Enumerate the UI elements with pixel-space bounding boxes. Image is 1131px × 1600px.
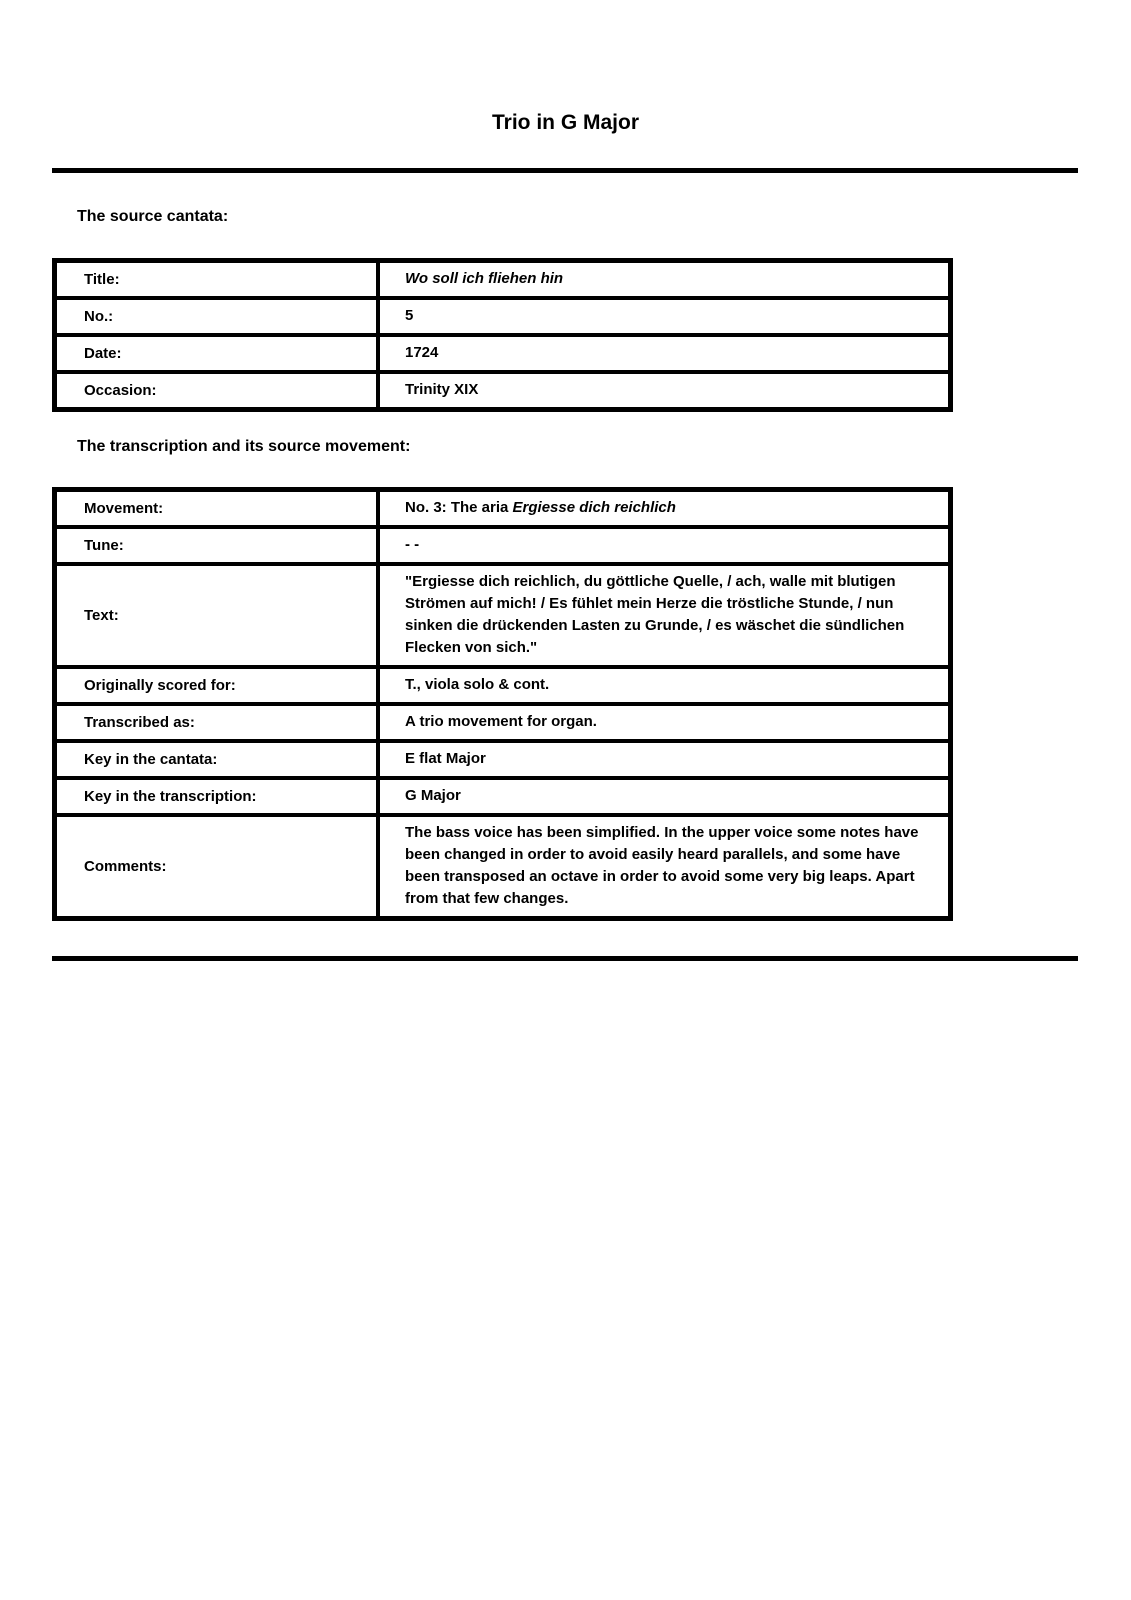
table-row-value: T., viola solo & cont. [380,669,948,702]
table-row-value: No. 3: The aria Ergiesse dich reichlich [380,492,948,525]
horizontal-rule-top [52,168,1078,173]
table-row-label: No.: [57,300,376,333]
table-row-value: 5 [380,300,948,333]
table-row-label: Movement: [57,492,376,525]
table-row-label: Key in the transcription: [57,780,376,813]
table-row-value: G Major [380,780,948,813]
table-row-label: Text: [57,566,376,665]
table-row-label: Tune: [57,529,376,562]
page-title: Trio in G Major [491,111,639,134]
table-row-value: Trinity XIX [380,374,948,407]
section-heading-transcription: The transcription and its source movement: [77,438,411,455]
table-row-label: Date: [57,337,376,370]
table-row-label: Title: [57,263,376,296]
table-row-label: Occasion: [57,374,376,407]
table-row-label: Comments: [57,817,376,916]
table-row-label: Key in the cantata: [57,743,376,776]
table-row-label: Transcribed as: [57,706,376,739]
table-row-value: A trio movement for organ. [380,706,948,739]
transcription-table [52,487,953,921]
table-row-value: "Ergiesse dich reichlich, du göttliche Quelle, / ach, walle mit blutigen Strömen auf mich! / Es fühlet mein Herze die tröstliche Stunde, / nun sinken die drückenden Lasten zu Grunde, / es wäschet die sündlichen Flecken von sich." [380,566,948,665]
horizontal-rule-bottom [52,956,1078,961]
table-row-value: Wo soll ich fliehen hin [380,263,948,296]
section-heading-source-cantata: The source cantata: [77,208,229,225]
source-cantata-table [52,258,953,412]
table-row-value: - - [380,529,948,562]
table-row-value: 1724 [380,337,948,370]
table-row-value: E flat Major [380,743,948,776]
table-row-label: Originally scored for: [57,669,376,702]
table-row-value: The bass voice has been simplified. In the upper voice some notes have been changed in order to avoid easily heard parallels, and some have been transposed an octave in order to avoid some very big leaps. Apart from that few changes. [380,817,948,916]
